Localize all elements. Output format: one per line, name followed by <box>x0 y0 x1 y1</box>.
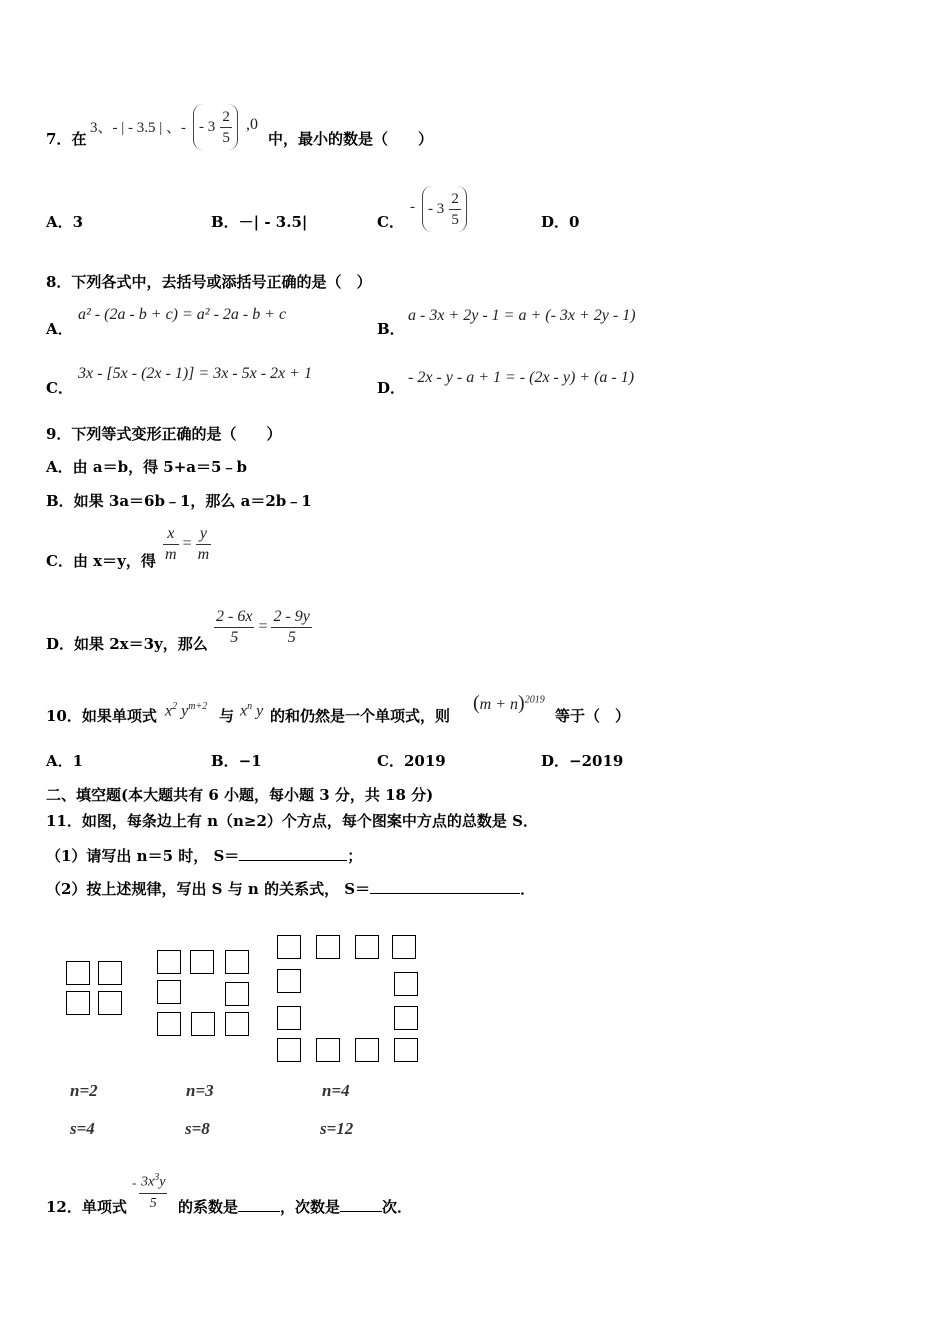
q7-option-b: B．－| - 3.5| <box>211 213 308 231</box>
square-dot <box>277 935 301 959</box>
q7-tail: ,0 <box>246 116 258 133</box>
q9-option-b: B．如果 3a＝6b﹣1，那么 a＝2b﹣1 <box>46 492 312 510</box>
square-dot <box>225 982 249 1006</box>
q10-prefix: 10．如果单项式 <box>46 707 157 725</box>
square-dot <box>394 972 418 996</box>
square-dot <box>316 1038 340 1062</box>
square-dot <box>225 950 249 974</box>
q7-number: 7．在 <box>46 130 87 148</box>
square-dot <box>157 950 181 974</box>
q11-figure-label-n2: n=2 <box>70 1081 98 1100</box>
q9-option-d-equation: $\frac{2 - 6x}{5}$ = $\frac{2 - 9y}{5}$ <box>216 608 310 646</box>
q9-title: 9．下列等式变形正确的是（ ） <box>46 425 282 443</box>
square-dot <box>394 1006 418 1030</box>
q8-option-d-expression: - 2x - y - a + 1 = - (2x - y) + (a - 1) <box>408 369 635 386</box>
q10-conjunction: 与 <box>219 707 235 725</box>
q10-monomial-2: $x^n$ y <box>240 701 264 720</box>
q9-option-d-text: D．如果 2x＝3y，那么 <box>46 635 208 653</box>
q8-option-a-expression: a² - (2a - b + c) = a² - 2a - b + c <box>78 306 287 323</box>
q12-monomial-fraction: $\frac{3x^3y}{5}$ <box>139 1168 167 1214</box>
q10-option-d: D．−2019 <box>541 752 624 770</box>
q11-part-2-blank[interactable] <box>370 893 520 894</box>
q8-title: 8．下列各式中，去括号或添括号正确的是（ ） <box>46 273 372 291</box>
q8-option-c-expression: 3x - [5x - (2x - 1)] = 3x - 5x - 2x + 1 <box>78 365 312 382</box>
q11-figure-label-s3: s=8 <box>185 1119 210 1138</box>
q7-parenthesized-mixed-number: - 3 $\frac{2}{5}$ <box>193 104 238 150</box>
q11-title: 11．如图，每条边上有 n（n≥2）个方点，每个图案中方点的总数是 S． <box>46 812 538 830</box>
q10-monomial-1: $x^2$ $y^{m+2}$ <box>165 701 208 720</box>
q11-part-1: （1）请写出 n＝5 时， S＝ ； <box>46 847 363 865</box>
q11-figure-label-n3: n=3 <box>186 1081 214 1100</box>
square-dot <box>277 1038 301 1062</box>
q10-option-c: C．2019 <box>377 752 446 770</box>
q10-option-a: A．1 <box>46 752 84 770</box>
square-dot <box>98 961 122 985</box>
q12-prefix: 12．单项式 <box>46 1198 127 1216</box>
square-dot <box>355 935 379 959</box>
q10-suffix: 等于（ ） <box>555 707 631 725</box>
square-dot <box>98 991 122 1015</box>
q10-option-b: B．−1 <box>211 752 262 770</box>
q11-figure-label-s4: s=12 <box>320 1119 354 1138</box>
q7-option-d: D．0 <box>541 213 580 231</box>
q11-part-1-blank[interactable] <box>239 860 347 861</box>
q8-option-b-expression: a - 3x + 2y - 1 = a + (- 3x + 2y - 1) <box>408 307 636 324</box>
q7-option-c-sign: - <box>410 199 415 215</box>
q10-middle-text: 的和仍然是一个单项式，则 <box>270 707 451 725</box>
q8-option-a-label: A． <box>46 320 73 338</box>
q11-figure-label-s2: s=4 <box>70 1119 95 1138</box>
q12-suffix: 的系数是 ，次数是 次． <box>178 1198 413 1216</box>
q12-degree-blank[interactable] <box>340 1211 382 1212</box>
square-dot <box>277 969 301 993</box>
square-dot <box>316 935 340 959</box>
q7-question-suffix: 中，最小的数是（ ） <box>268 130 434 148</box>
q10-power-expression: $(m + n)^{2019}$ <box>473 692 545 714</box>
q7-option-c-mixed-number: - 3 $\frac{2}{5}$ <box>422 186 467 232</box>
q12-coefficient-blank[interactable] <box>238 1211 280 1212</box>
q7-option-c-label: C． <box>377 213 404 231</box>
q9-option-a: A．由 a＝b，得 5+a＝5﹣b <box>46 458 247 476</box>
q9-option-c-text: C．由 x＝y，得 <box>46 552 156 570</box>
square-dot <box>66 961 90 985</box>
square-dot <box>157 1012 181 1036</box>
q11-part-2: （2）按上述规律，写出 S 与 n 的关系式， S＝ ． <box>46 880 536 898</box>
square-dot <box>355 1038 379 1062</box>
q8-option-b-label: B． <box>377 320 405 338</box>
square-dot <box>191 1012 215 1036</box>
q8-option-c-label: C． <box>46 379 73 397</box>
square-dot <box>394 1038 418 1062</box>
q7-option-a: A．3 <box>46 213 84 231</box>
square-dot <box>225 1012 249 1036</box>
q11-figure-label-n4: n=4 <box>322 1081 350 1100</box>
square-dot <box>190 950 214 974</box>
square-dot <box>157 980 181 1004</box>
square-dot <box>277 1006 301 1030</box>
section-2-title: 二、填空题(本大题共有 6 小题，每小题 3 分，共 18 分) <box>46 786 434 804</box>
q12-sign: - <box>132 1175 137 1190</box>
q8-option-d-label: D． <box>377 379 406 397</box>
q9-option-c-equation: $\frac{x}{m}$ = $\frac{y}{m}$ <box>165 525 210 563</box>
q7-expression: 3、- | - 3.5 | 、- <box>90 120 186 136</box>
square-dot <box>392 935 416 959</box>
square-dot <box>66 991 90 1015</box>
